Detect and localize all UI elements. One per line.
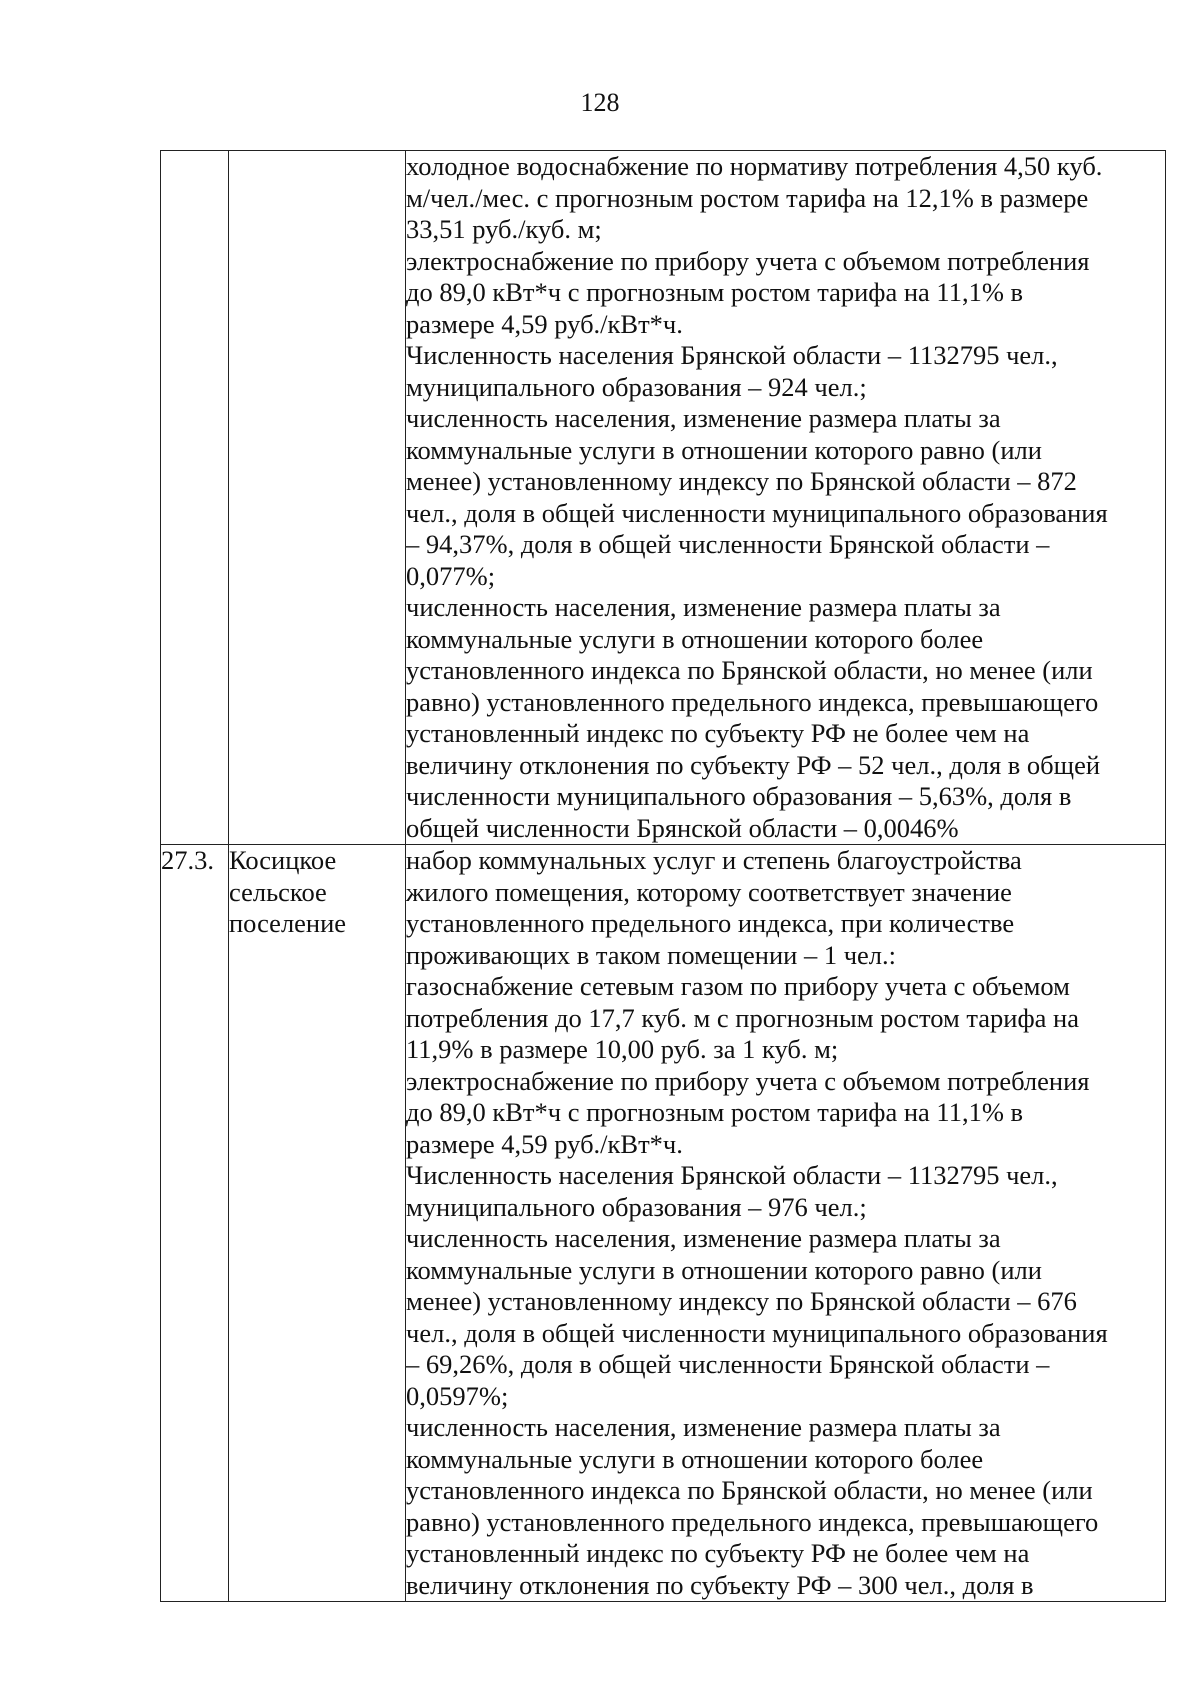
text-line: численность населения, изменение размера платы за [406,1223,1001,1253]
text-line: установленного индекса по Брянской области, но менее (или [406,1475,1093,1505]
text-line: коммунальные услуги в отношении которого равно (или [406,434,1042,465]
text-line: 0,0597%; [406,1380,509,1411]
municipality-name-line: сельское [229,876,327,907]
text-line: величину отклонения по субъекту РФ – 300 чел., доля в [406,1569,1034,1600]
row-description-cell [406,845,1166,1602]
text-line: установленный индекс по субъекту РФ не более чем на [406,1538,1030,1568]
text-line: газоснабжение сетевым газом по прибору учета с объемом [406,971,1070,1001]
text-line: численность населения, изменение размера платы за [406,403,1001,433]
text-line: 33,51 руб./куб. м; [406,214,602,244]
text-line: потребления до 17,7 куб. м с прогнозным ростом тарифа на [406,1002,1079,1033]
text-line: – 94,37%, доля в общей численности Брянской области – [406,529,1050,559]
text-line: коммунальные услуги в отношении которого равно (или [406,1254,1042,1285]
text-line: холодное водоснабжение по нормативу потребления 4,50 куб. [406,151,1103,181]
text-line: численности муниципального образования – 5,63%, доля в [406,781,1072,811]
municipality-name-cell [229,151,406,845]
text-line: численность населения, изменение размера платы за [406,1412,1001,1442]
text-line: до 89,0 кВт*ч с прогнозным ростом тарифа на 11,1% в [406,1097,1024,1127]
text-line: электроснабжение по прибору учета с объемом потребления [406,245,1090,276]
table-row-continuation [161,151,1166,845]
text-line: величину отклонения по субъекту РФ – 52 чел., доля в общей [406,749,1101,780]
text-line: менее) установленному индексу по Брянской области – 872 [406,466,1077,496]
row-number-cell [161,151,229,845]
text-line: коммунальные услуги в отношении которого более [406,1443,984,1474]
municipality-name-line: поселение [229,908,347,938]
text-line: установленного предельного индекса, при количестве [406,908,1015,938]
text-line: – 69,26%, доля в общей численности Брянской области – [406,1349,1050,1379]
text-line: м/чел./мес. с прогнозным ростом тарифа на 12,1% в размере [406,182,1089,213]
text-line: Численность населения Брянской области – 1132795 чел., [406,340,1058,370]
text-line: численность населения, изменение размера платы за [406,592,1001,622]
text-line: общей численности Брянской области – 0,0046% [406,812,959,843]
table-row-27-3 [161,845,1166,1602]
text-line: набор коммунальных услуг и степень благоустройства [406,845,1022,875]
text-line: чел., доля в общей численности муниципального образования [406,1317,1108,1348]
page-number: 128 [580,88,620,117]
text-line: жилого помещения, которому соответствует значение [406,876,1012,907]
text-line: 0,077%; [406,560,496,591]
text-line: 11,9% в размере 10,00 руб. за 1 куб. м; [406,1034,839,1064]
text-line: муниципального образования – 924 чел.; [406,371,867,402]
text-line: менее) установленному индексу по Брянской области – 676 [406,1286,1077,1316]
text-line: коммунальные услуги в отношении которого более [406,623,984,654]
row-description-cell [406,151,1166,845]
text-line: муниципального образования – 976 чел.; [406,1191,867,1222]
indices-table [160,150,1166,1602]
text-line: равно) установленного предельного индекса, превышающего [406,686,1099,717]
text-line: чел., доля в общей численности муниципального образования [406,497,1108,528]
row-number-cell: 27.3. [161,845,229,1602]
text-line: установленного индекса по Брянской области, но менее (или [406,655,1093,685]
text-line: проживающих в таком помещении – 1 чел.: [406,939,897,970]
municipality-name-line: Косицкое [229,845,337,875]
text-line: размере 4,59 руб./кВт*ч. [406,308,683,339]
text-line: электроснабжение по прибору учета с объемом потребления [406,1065,1090,1096]
text-line: Численность населения Брянской области – 1132795 чел., [406,1160,1058,1190]
municipality-name-cell [229,845,406,1602]
text-line: до 89,0 кВт*ч с прогнозным ростом тарифа на 11,1% в [406,277,1024,307]
text-line: установленный индекс по субъекту РФ не более чем на [406,718,1030,748]
text-line: равно) установленного предельного индекса, превышающего [406,1506,1099,1537]
text-line: размере 4,59 руб./кВт*ч. [406,1128,683,1159]
